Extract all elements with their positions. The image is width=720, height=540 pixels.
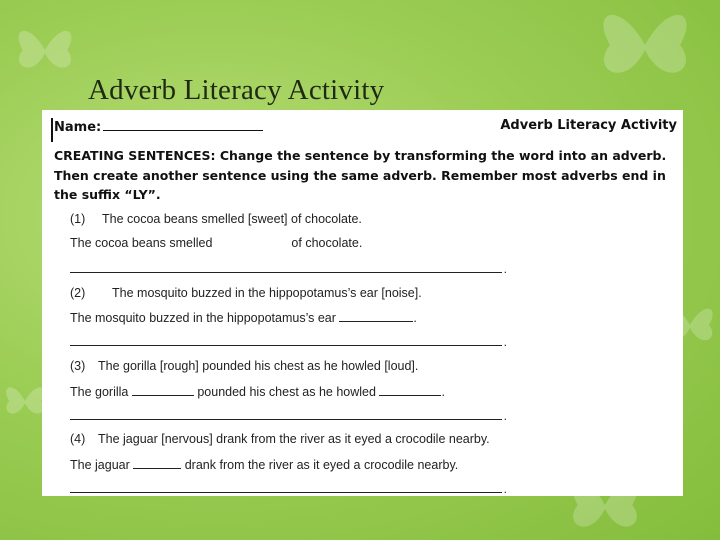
- answer-line-2: [70, 345, 502, 346]
- answer-line-1: [70, 272, 502, 273]
- fill-text: .: [413, 311, 417, 325]
- fill-text: The cocoa beans smelled: [70, 236, 213, 250]
- question-1-fill: [70, 236, 362, 250]
- butterfly-decoration-icon: [10, 20, 80, 80]
- question-number: (4): [70, 432, 86, 446]
- fill-text: The gorilla: [70, 385, 129, 399]
- question-text: The jaguar [nervous] drank from the river as it eyed a crocodile nearby.: [98, 432, 490, 446]
- question-3-fill: [70, 384, 445, 399]
- question-text: The cocoa beans smelled [sweet] of chocolate.: [102, 212, 362, 226]
- question-4-prompt: [70, 432, 490, 446]
- left-border-mark: [51, 118, 53, 142]
- name-blank: [103, 118, 263, 131]
- fill-text: of chocolate.: [291, 236, 363, 250]
- instructions: CREATING SENTENCES: Change the sentence by transforming the word into an adverb. Then create another sentence using the same adverb. Remember most adverbs end in the suffix “LY”.: [54, 148, 667, 202]
- question-2-fill: [70, 310, 417, 325]
- name-field: [54, 118, 263, 135]
- name-label: Name:: [54, 120, 102, 135]
- question-text: The mosquito buzzed in the hippopotamus’s ear [noise].: [112, 286, 422, 300]
- question-2-prompt: [70, 286, 422, 300]
- butterfly-decoration-icon: [590, 0, 700, 90]
- answer-line-4: [70, 492, 502, 493]
- fill-text: The mosquito buzzed in the hippopotamus’s ear: [70, 311, 336, 325]
- fill-text: The jaguar: [70, 458, 130, 472]
- question-number: (2): [70, 286, 86, 300]
- worksheet: [42, 110, 683, 496]
- fill-text: .: [441, 385, 445, 399]
- question-4-fill: [70, 457, 458, 472]
- question-text: The gorilla [rough] pounded his chest as he howled [loud].: [98, 359, 419, 373]
- slide-title: Adverb Literacy Activity: [88, 74, 385, 106]
- question-number: (3): [70, 359, 86, 373]
- fill-text: drank from the river as it eyed a crocodile nearby.: [184, 458, 459, 472]
- answer-line-3: [70, 419, 502, 420]
- fill-text: pounded his chest as he howled: [197, 385, 376, 399]
- question-3-prompt: [70, 359, 418, 373]
- worksheet-title: Adverb Literacy Activity: [500, 118, 677, 133]
- question-number: (1): [70, 212, 86, 226]
- question-1-prompt: [70, 212, 362, 226]
